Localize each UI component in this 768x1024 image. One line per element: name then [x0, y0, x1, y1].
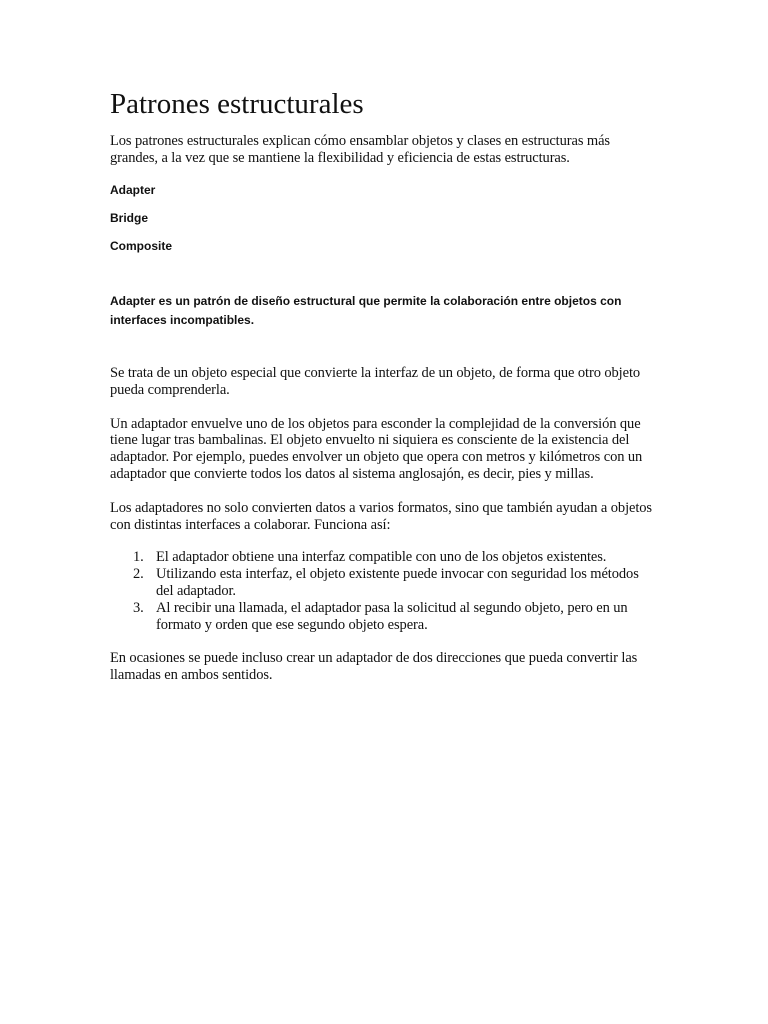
step-number: 2.	[133, 566, 144, 583]
pattern-item-composite: Composite	[110, 239, 173, 253]
step-text: El adaptador obtiene una interfaz compatible con uno de los objetos existentes.	[156, 549, 607, 566]
steps-list	[110, 549, 655, 633]
step-number: 1.	[133, 549, 144, 566]
page-title: Patrones estructurales	[110, 88, 364, 120]
closing-paragraph: En ocasiones se puede incluso crear un adaptador de dos direcciones que pueda convertir las llamadas en ambos sentidos.	[110, 650, 638, 684]
paragraph-adapter-collaboration: Los adaptadores no solo convierten datos a varios formatos, sino que también ayudan a objetos con distintas interfaces a colaborar. Funciona así:	[110, 499, 652, 533]
pattern-item-adapter: Adapter	[110, 183, 156, 197]
intro-paragraph: Los patrones estructurales explican cómo ensamblar objetos y clases en estructuras más grandes, a la vez que se mantiene la flexibilidad y eficiencia de estas estructuras.	[110, 133, 610, 166]
step-number: 3.	[133, 599, 144, 616]
document-content	[110, 84, 655, 684]
pattern-list	[110, 183, 655, 267]
step-text: Al recibir una llamada, el adaptador pasa la solicitud al segundo objeto, pero en un formato y orden que ese segundo objeto espera.	[156, 599, 628, 633]
adapter-definition: Adapter es un patrón de diseño estructural que permite la colaboración entre objetos con interfaces incompatibles.	[110, 294, 622, 327]
list-item	[110, 566, 655, 600]
step-text: Utilizando esta interfaz, el objeto existente puede invocar con seguridad los métodos del adaptador.	[156, 566, 639, 599]
pattern-item-bridge: Bridge	[110, 211, 149, 225]
paragraph-adapter-purpose: Se trata de un objeto especial que convierte la interfaz de un objeto, de forma que otro objeto pueda comprenderla.	[110, 365, 641, 398]
list-item	[110, 549, 655, 566]
list-item	[110, 600, 655, 634]
paragraph-adapter-wrapping: Un adaptador envuelve uno de los objetos para esconder la complejidad de la conversión que tiene lugar tras bambalinas. El objeto envuelto ni siquiera es consciente de la existencia del adaptador. Por ejemplo, puedes envolver un objeto que opera con metros y kilómetros con un adaptador que convierte todos los datos al sistema anglosajón, es decir, pies y millas.	[110, 415, 643, 482]
